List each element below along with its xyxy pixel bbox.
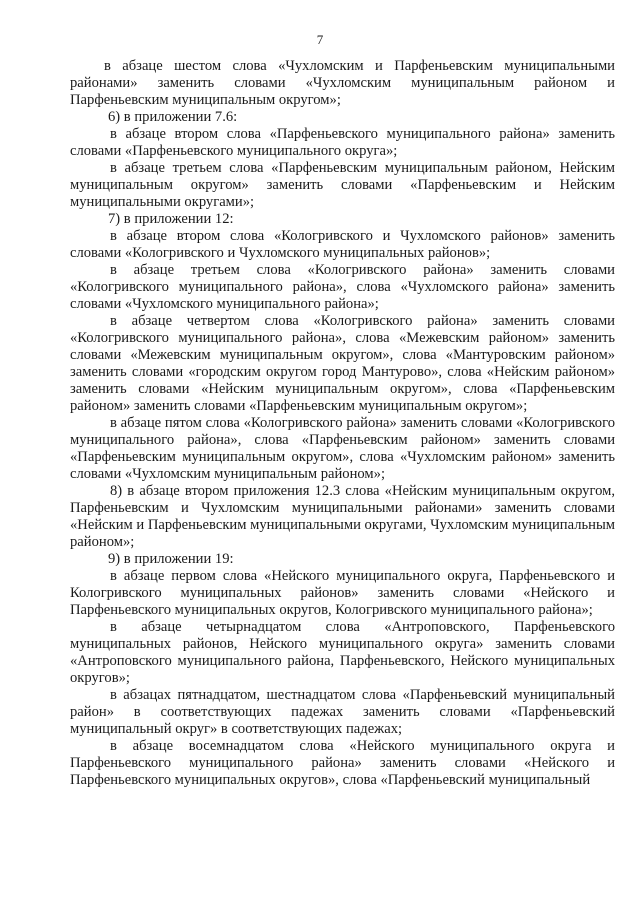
paragraph: в абзацах пятнадцатом, шестнадцатом слова «Парфеньевский муниципальный район» в соответствующих падежах заменить словами «Парфеньевский муниципальный округ» в соответствующих падежах;	[70, 687, 615, 737]
paragraph: 8) в абзаце втором приложения 12.3 слова «Нейским муниципальным округом, Парфеньевским и Чухломским муниципальными районами» заменить словами «Нейским и Парфеньевским муниципальными округами, Чухломским муниципальным районом»;	[70, 483, 615, 550]
paragraph: в абзаце третьем слова «Парфеньевским муниципальным районом, Нейским муниципальным округом» заменить словами «Парфеньевским и Нейским муниципальными округами»;	[70, 160, 615, 210]
paragraph: в абзаце четвертом слова «Кологривского района» заменить словами «Кологривского муниципального района», слова «Межевским районом» заменить словами «Межевским муниципальным округом», слова «Мантуровским районом» заменить словами «городским округом город Мантурово», слова «Нейским районом» заменить словами «Нейским муниципальным округом», слова «Парфеньевским районом» заменить словами «Парфеньевским муниципальным округом»;	[70, 313, 615, 414]
paragraph: в абзаце втором слова «Кологривского и Чухломского районов» заменить словами «Кологривского и Чухломского муниципальных районов»;	[70, 228, 615, 261]
paragraph: в абзаце пятом слова «Кологривского района» заменить словами «Кологривского муниципального района», слова «Парфеньевским районом» заменить словами «Парфеньевским муниципальным округом», слова «Чухломским районом» заменить словами «Чухломским муниципальным районом»;	[70, 415, 615, 482]
paragraph: в абзаце втором слова «Парфеньевского муниципального района» заменить словами «Парфеньевского муниципального округа»;	[70, 126, 615, 159]
paragraph: в абзаце восемнадцатом слова «Нейского муниципального округа и Парфеньевского муниципального района» заменить словами «Нейского и Парфеньевского муниципальных округов», слова «Парфеньевский муниципальный	[70, 738, 615, 788]
paragraph: 7) в приложении 12:	[108, 211, 234, 227]
paragraph: 9) в приложении 19:	[108, 551, 234, 567]
document-body	[70, 58, 615, 789]
paragraph: в абзаце четырнадцатом слова «Антроповского, Парфеньевского муниципальных районов, Нейского муниципального округа» заменить словами «Антроповского муниципального района, Парфеньевского, Нейского муниципальных округов»;	[70, 619, 615, 686]
page-number: 7	[316, 32, 324, 47]
paragraph: в абзаце первом слова «Нейского муниципального округа, Парфеньевского и Кологривского муниципальных районов» заменить словами «Нейского и Парфеньевского муниципальных округов, Кологривского муниципального района»;	[70, 568, 615, 618]
paragraph: в абзаце третьем слова «Кологривского района» заменить словами «Кологривского муниципального района», слова «Чухломского района» заменить словами «Чухломского муниципального района»;	[70, 262, 615, 312]
paragraph: в абзаце шестом слова «Чухломским и Парфеньевским муниципальными районами» заменить словами «Чухломским муниципальным районом и Парфеньевским муниципальным округом»;	[70, 58, 615, 108]
paragraph: 6) в приложении 7.6:	[108, 109, 238, 125]
